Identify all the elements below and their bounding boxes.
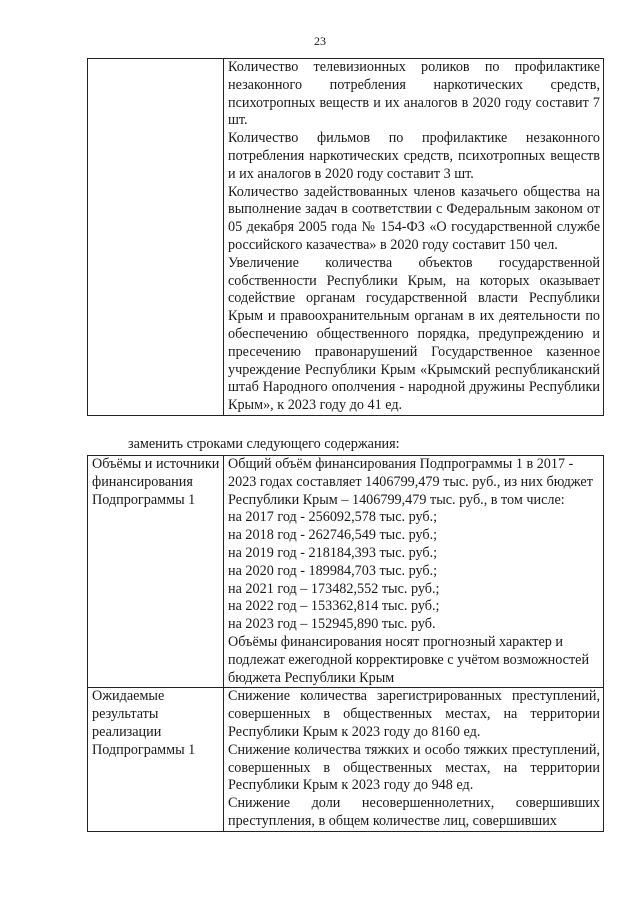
replacement-table [87, 455, 604, 832]
paragraph-tv-spots: Количество телевизионных роликов по профилактике незаконного потребления наркотических средств, психотропных веществ и их аналогов в 2020 году составит 7 шт. [228, 59, 600, 129]
paragraph-films: Количество фильмов по профилактике незаконного потребления наркотических средств, психотропных веществ и их аналогов в 2020 году составит 3 шт. [228, 130, 600, 182]
table-row [88, 59, 604, 416]
financing-label: Объёмы и источники финансирования Подпрограммы 1 [92, 456, 220, 508]
financing-year: на 2019 год - 218184,393 тыс. руб.; [228, 544, 438, 561]
paragraph-cossacks: Количество задействованных членов казачьего общества на выполнение задач в соответствии с Федеральным законом от 05 декабря 2005 года № 154-ФЗ «О государственной службе российского казачества» в 2020 году составит 150 чел. [228, 183, 600, 253]
result-paragraph: Снижение количества тяжких и особо тяжких преступлений, совершенных в общественных местах, на территории Республики Крым к 2023 году до 948 ед. [228, 741, 600, 794]
empty-label-cell [88, 59, 224, 416]
financing-year: на 2021 год – 173482,552 тыс. руб.; [228, 580, 440, 597]
table-row [88, 456, 604, 688]
financing-intro: Общий объём финансирования Подпрограммы 1 в 2017 - 2023 годах составляет 1406799,479 тыс. руб., из них бюджет Республики Крым – 1406799,479 тыс. руб., в том числе: [228, 456, 593, 508]
table-row [88, 688, 604, 831]
result-paragraph: Снижение количества зарегистрированных преступлений, совершенных в общественных местах, на территории Республики Крым к 2023 году до 8160 ед. [228, 688, 600, 740]
financing-year: на 2023 год – 152945,890 тыс. руб. [228, 616, 436, 633]
paragraph-objects: Увеличение количества объектов государственной собственности Республики Крым, на которых оказывает содействие органам государственной власти Республики Крым и правоохранительным органам в их деятельности по обеспечению общественного порядка, предупреждению и пресечению правонарушений Государственное казенное учреждение Республики Крым «Крымский республиканский штаб Народного ополчения - народной дружины Республики Крым», к 2023 году до 41 ед. [228, 254, 600, 414]
results-label: Ожидаемые результаты реализации Подпрограммы 1 [92, 688, 196, 758]
continued-table [87, 58, 604, 416]
financing-year: на 2018 год - 262746,549 тыс. руб.; [228, 527, 438, 544]
financing-label-cell [88, 456, 224, 688]
financing-year: на 2020 год - 189984,703 тыс. руб.; [228, 562, 438, 579]
financing-year: на 2022 год – 153362,814 тыс. руб.; [228, 598, 440, 615]
financing-note: Объёмы финансирования носят прогнозный характер и подлежат ежегодной корректировке с учётом возможностей бюджета Республики Крым [228, 633, 590, 686]
replace-instruction: заменить строками следующего содержания: [128, 436, 400, 452]
indicators-cell [224, 59, 604, 416]
results-cell [224, 688, 604, 831]
page-number: 23 [314, 34, 326, 48]
results-label-cell [88, 688, 224, 831]
financing-cell [224, 456, 604, 688]
financing-year: на 2017 год - 256092,578 тыс. руб.; [228, 509, 438, 526]
result-paragraph: Снижение доли несовершеннолетних, совершивших преступления, в общем количестве лиц, совершивших [228, 795, 600, 829]
